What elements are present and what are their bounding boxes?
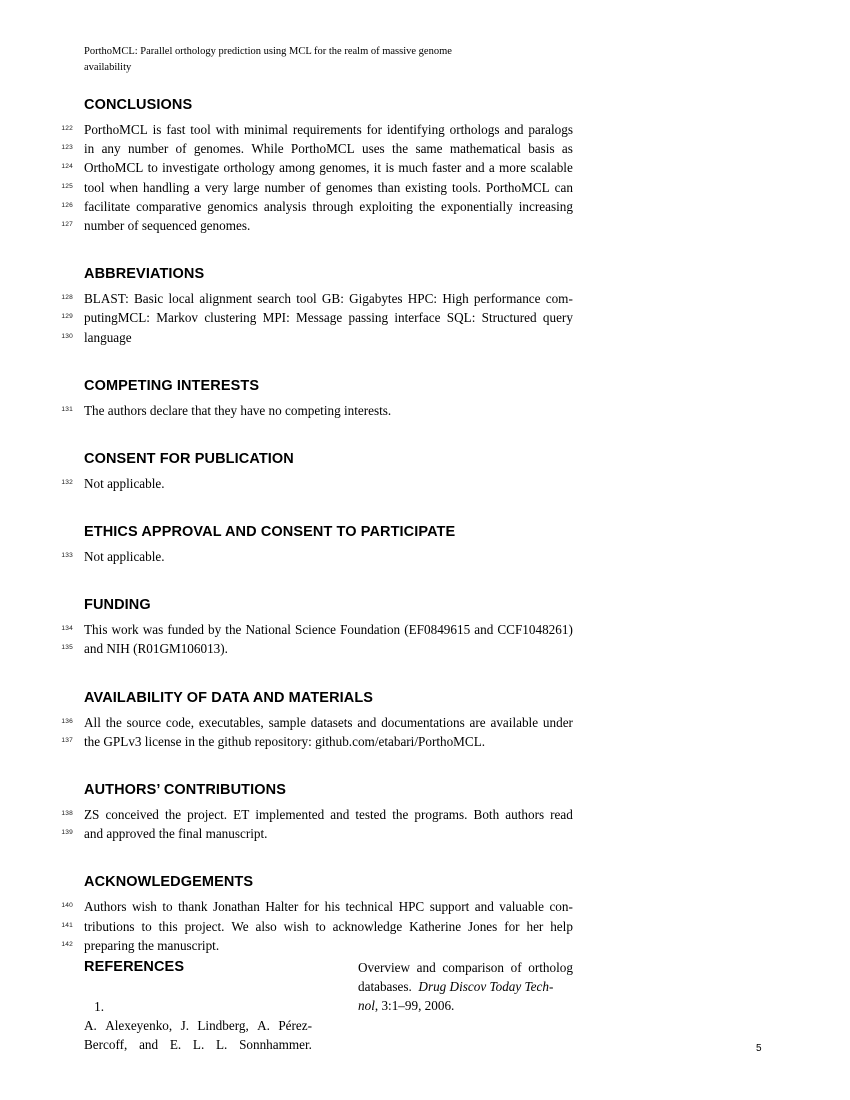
section-heading-acknowledgements: ACKNOWLEDGEMENTS [84,874,254,891]
text-line [61,178,573,197]
text-line [61,897,573,916]
line-text: the GPLv3 license in the github repository: github.com/etabari/PorthoMCL. [84,733,486,749]
reference-number: 1. [94,999,104,1014]
section-heading-competing-interests: COMPETING INTERESTS [84,377,260,394]
line-number: 130 [61,332,73,340]
line-number: 135 [61,644,73,652]
line-number: 132 [61,478,73,486]
text-line [61,308,573,327]
line-text: and NIH (R01GM106013). [84,641,228,657]
section-heading-conclusions: CONCLUSIONS [84,97,193,113]
section-ethics-approval [61,523,573,566]
references-column-right [358,958,573,1016]
section-funding [61,596,573,658]
text-line [61,732,573,751]
line-number: 122 [61,125,73,132]
section-conclusions [61,96,573,235]
section-heading-abbreviations: ABBREVIATIONS [84,266,205,283]
line-text: tool when handling a very large number of genomes than existing tools. PorthoMCL can [84,179,573,195]
line-number: 138 [61,810,73,817]
text-line [61,401,573,420]
section-abbreviations [61,265,573,347]
text-line [61,547,573,566]
section-consent-for-publication [61,450,573,493]
reference-citation-tail: , 3:1–99, 2006. [374,998,455,1014]
section-heading-availability: AVAILABILITY OF DATA AND MATERIALS [84,689,374,706]
line-text: BLAST: Basic local alignment search tool GB: Gigabytes HPC: High performance com- [84,291,573,307]
line-number: 141 [61,921,73,929]
line-number: 127 [61,220,73,228]
line-number: 134 [61,625,73,633]
running-header [84,44,554,76]
line-number: 124 [61,163,73,171]
section-heading-authors-contributions: AUTHORS’ CONTRIBUTIONS [84,782,286,798]
text-line [61,139,573,158]
line-number: 140 [61,902,73,910]
line-text: facilitate comparative genomics analysis through exploiting the exponentially increasing [84,198,573,214]
reference-line: Bercoff, and E. L. L. Sonnhammer. [84,1037,312,1053]
section-competing-interests [61,377,573,420]
page-number: 5 [756,1043,762,1054]
text-line [61,216,573,235]
line-number: 128 [61,294,73,302]
line-text: PorthoMCL is fast tool with minimal requirements for identifying orthologs and paralogs [84,122,573,137]
line-text: Not applicable. [84,549,165,565]
running-header-line-2: availability [84,62,132,73]
line-number: 126 [61,201,73,209]
references-region [84,958,573,1068]
line-text: in any number of genomes. While PorthoMCL uses the same mathematical basis as [84,141,573,157]
line-text: preparing the manuscript. [84,937,220,953]
reference-journal-title: Drug Discov Today Tech- [418,979,554,995]
line-number: 142 [61,940,73,948]
section-heading-ethics-approval: ETHICS APPROVAL AND CONSENT TO PARTICIPATE [84,524,456,541]
line-number: 136 [61,717,73,725]
section-acknowledgements [61,873,573,955]
text-line [61,824,573,843]
line-number: 133 [61,552,73,560]
text-line [61,620,573,639]
line-text: Not applicable. [84,475,165,491]
line-number: 129 [61,313,73,321]
reference-line: A. Alexeyenko, J. Lindberg, A. Pérez- [84,1018,312,1034]
section-authors-contributions [61,781,573,843]
reference-text: databases. [358,979,412,995]
reference-line-journal [358,977,573,996]
line-text: putingMCL: Markov clustering MPI: Message passing interface SQL: Structured query [84,310,573,326]
text-line [61,328,573,347]
document-body [61,96,573,955]
line-text: This work was funded by the National Science Foundation (EF0849615 and CCF1048261) [84,622,573,638]
line-text: tributions to this project. We also wish to acknowledge Katherine Jones for her help [84,918,573,934]
line-number: 131 [61,405,73,413]
reference-journal-title-cont: nol [358,998,375,1014]
line-text: language [84,329,132,345]
line-text: OrthoMCL to investigate orthology among genomes, it is much faster and a more scalable [84,160,573,176]
text-line [61,917,573,936]
line-text: Authors wish to thank Jonathan Halter for his technical HPC support and valuable con- [84,899,573,915]
section-heading-consent-for-publication: CONSENT FOR PUBLICATION [84,450,294,467]
reference-line: Overview and comparison of ortholog [358,960,573,975]
line-text: All the source code, executables, sample datasets and documentations are available under [84,714,573,730]
text-line [61,289,573,308]
line-number: 123 [61,144,73,152]
reference-body [84,1016,312,1054]
text-line [61,639,573,658]
line-number: 137 [61,736,73,744]
line-text: and approved the final manuscript. [84,826,268,842]
reference-line-citation [358,996,573,1015]
line-number: 125 [61,182,73,190]
line-text: number of sequenced genomes. [84,217,251,233]
section-heading-references: REFERENCES [84,959,185,975]
line-text: The authors declare that they have no competing interests. [84,402,392,418]
section-availability [61,689,573,751]
running-header-line-1: PorthoMCL: Parallel orthology prediction using MCL for the realm of massive genome [84,46,452,57]
text-line [61,158,573,177]
text-line [61,713,573,732]
line-number: 139 [61,829,73,837]
text-line [61,120,573,139]
section-heading-funding: FUNDING [84,597,151,614]
text-line [61,474,573,493]
text-line [61,197,573,216]
references-column-left [84,958,312,1055]
reference-item [84,997,312,1055]
line-text: ZS conceived the project. ET implemented and tested the programs. Both authors read [84,807,573,822]
text-line [61,936,573,955]
text-line [61,805,573,824]
